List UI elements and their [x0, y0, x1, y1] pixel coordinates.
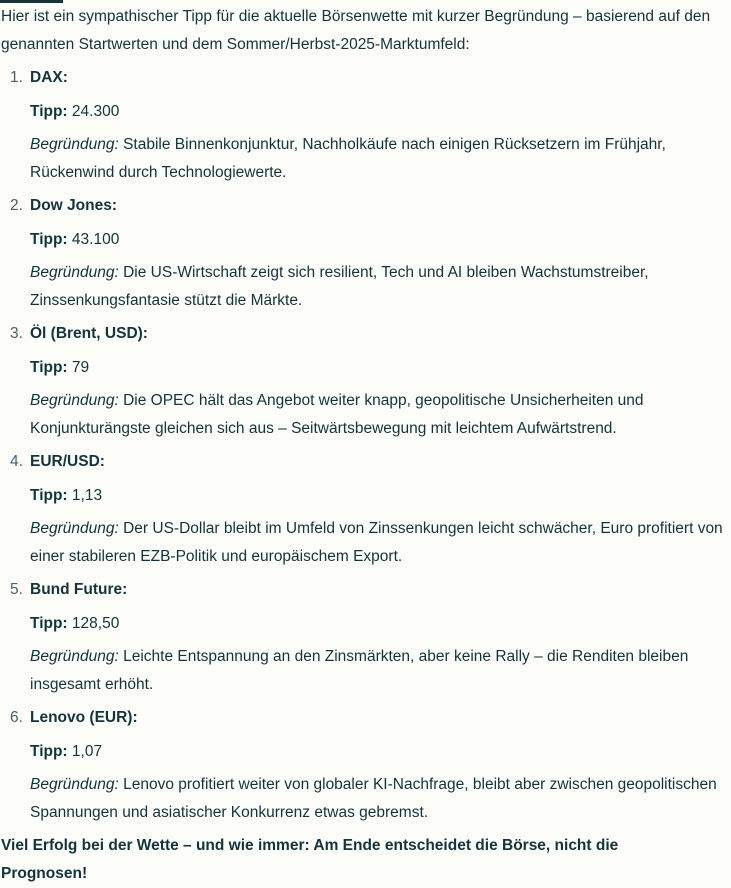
list-item-number: 1. — [10, 69, 23, 86]
reason-label: Begründung: — [30, 520, 119, 537]
list-item-body — [30, 448, 723, 576]
item-title: Bund Future: — [30, 581, 128, 598]
tipp-label: Tipp: — [30, 102, 68, 120]
list-item-number: 6. — [10, 709, 23, 726]
reason-label: Begründung: — [30, 776, 119, 793]
tipp-label: Tipp: — [30, 358, 68, 376]
tipp-label: Tipp: — [30, 486, 68, 504]
list-item — [1, 64, 723, 192]
item-title: Lenovo (EUR): — [30, 709, 138, 726]
top-edge-bar — [0, 0, 63, 3]
list-item-body — [30, 192, 723, 320]
reason-text: Der US-Dollar bleibt im Umfeld von Zinssenkungen leicht schwächer, Euro profitiert von einer stabileren EZB-Politik und europäischem Export. — [30, 520, 723, 565]
list-item-body — [30, 320, 723, 448]
tipp-label: Tipp: — [30, 614, 68, 632]
list-item — [1, 448, 723, 576]
list-item-body — [30, 576, 723, 704]
item-title: DAX: — [30, 69, 68, 86]
list-item — [1, 192, 723, 320]
list-item-number: 2. — [10, 197, 23, 214]
reason-label: Begründung: — [30, 648, 119, 665]
item-title: Dow Jones: — [30, 197, 117, 214]
tipp-value: 1,07 — [71, 742, 103, 760]
list-item-body — [30, 704, 723, 832]
tipp-label: Tipp: — [30, 742, 68, 760]
list-item-number: 3. — [10, 325, 23, 342]
reason-text: Die US-Wirtschaft zeigt sich resilient, Tech und AI bleiben Wachstumstreiber, Zinssenkungsfantasie stützt die Märkte. — [30, 264, 649, 309]
list-item — [1, 704, 723, 832]
reason-text: Leichte Entspannung an den Zinsmärkten, aber keine Rally – die Renditen bleiben insgesamt erhöht. — [30, 648, 689, 693]
reason-text: Lenovo profitiert weiter von globaler KI-Nachfrage, bleibt aber zwischen geopolitischen Spannungen und asiatischer Konkurrenz etwas gebremst. — [30, 776, 717, 821]
reason-label: Begründung: — [30, 136, 119, 153]
reason-text: Die OPEC hält das Angebot weiter knapp, geopolitische Unsicherheiten und Konjunkturängste gleichen sich aus – Seitwärtsbewegung mit leichtem Aufwärtstrend. — [30, 392, 644, 437]
intro-paragraph: Hier ist ein sympathischer Tipp für die aktuelle Börsenwette mit kurzer Begründung – basierend auf den genannten Startwerten und dem Sommer/Herbst-2025-Marktumfeld: — [1, 8, 711, 53]
item-title: EUR/USD: — [30, 453, 105, 470]
tipp-value: 24.300 — [71, 102, 120, 120]
item-title: Öl (Brent, USD): — [30, 325, 148, 342]
outro-paragraph: Viel Erfolg bei der Wette – und wie immer: Am Ende entscheidet die Börse, nicht die Prognosen! — [1, 837, 619, 882]
reason-text: Stabile Binnenkonjunktur, Nachholkäufe nach einigen Rücksetzern im Frühjahr, Rückenwind durch Technologiewerte. — [30, 136, 666, 181]
tipp-value: 1,13 — [71, 486, 103, 504]
list-item — [1, 320, 723, 448]
list-item-body — [30, 64, 723, 192]
prediction-list — [1, 64, 723, 832]
list-item-number: 5. — [10, 581, 23, 598]
tipp-label: Tipp: — [30, 230, 68, 248]
reason-label: Begründung: — [30, 264, 119, 281]
list-item — [1, 576, 723, 704]
tipp-value: 128,50 — [71, 614, 120, 632]
reason-label: Begründung: — [30, 392, 119, 409]
tipp-value: 79 — [71, 358, 90, 376]
tipp-value: 43.100 — [71, 230, 120, 248]
list-item-number: 4. — [10, 453, 23, 470]
